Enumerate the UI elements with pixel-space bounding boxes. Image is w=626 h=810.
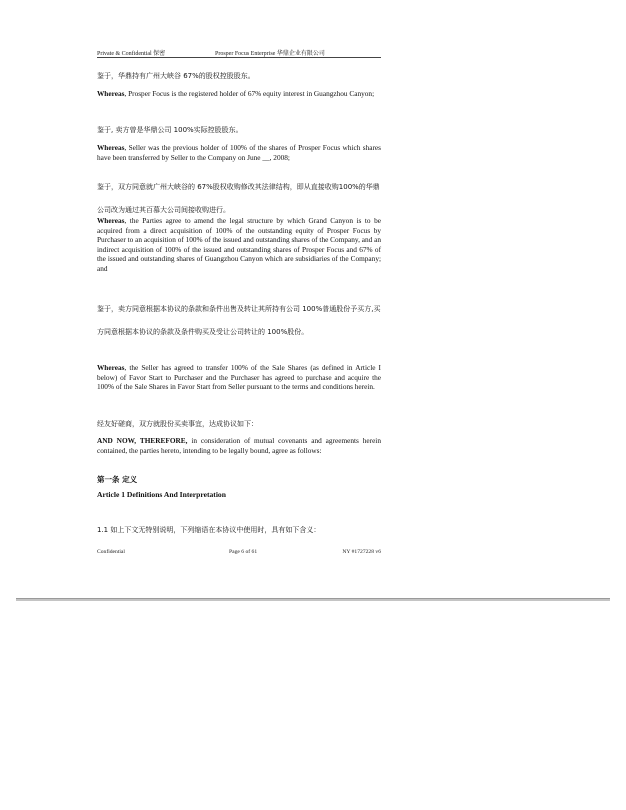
recital-3-en xyxy=(97,216,381,274)
page-bottom-divider xyxy=(16,598,610,601)
recital-1-zh: 鉴于，华鼎持有广州大峡谷 67%的股权控股股东。 xyxy=(97,72,255,80)
header-company: Prosper Focus Enterprise 华鼎企业有限公司 xyxy=(215,51,325,57)
article-1-heading-zh: 第一条 定义 xyxy=(97,475,138,484)
recital-4-lead: Whereas xyxy=(97,363,125,372)
recital-3-body: , the Parties agree to amend the legal structure by which Grand Canyon is to be acquired from a direct acquisition of 100% of the outstanding equity of Prosper Focus by Purchaser to an acquisition of 100% of the issued and outstanding shares of the Company, and an indirect acquisition of 100% of the issued and outstanding shares of Prosper Focus and 67% of the issued and outstanding shares of Guangzhou Canyon which are subsidiaries of the Company; and xyxy=(97,216,381,273)
recital-2-en xyxy=(97,143,381,162)
agreement-intro-lead: AND NOW, THEREFORE, xyxy=(97,436,188,445)
clause-1-1: 1.1 如上下文无特别说明，下列缩语在本协议中使用时，具有如下含义： xyxy=(97,526,321,534)
recital-3-lead: Whereas xyxy=(97,216,125,225)
agreement-intro-zh: 经友好磋商，双方就股份买卖事宜，达成协议如下： xyxy=(97,420,258,428)
agreement-intro-body: in consideration of mutual covenants and agreements herein contained, the parties hereto, intending to be legally bound, agree as follows: xyxy=(97,436,381,455)
agreement-intro-en xyxy=(97,436,381,455)
recital-2-lead: Whereas xyxy=(97,143,125,152)
recital-2-body: , Seller was the previous holder of 100% of the shares of Prosper Focus which shares have been transferred by Seller to the Company on June __, 2008; xyxy=(97,143,381,162)
recital-3-zh: 鉴于，双方同意就广州大峡谷的 67%股权收购修改其法律结构，即从直接收购100%的华鼎公司改为通过其百慕大公司间接收购进行。 xyxy=(97,183,380,214)
footer-page-number: Page 6 of 61 xyxy=(229,549,258,555)
footer-confidential: Confidential xyxy=(97,549,125,555)
article-1-heading-en: Article 1 Definitions And Interpretation xyxy=(97,490,226,499)
recital-4-zh: 鉴于，卖方同意根据本协议的条款和条件出售及转让其所持有公司 100%普通股份予买方,买方同意根据本协议的条款及条件购买及受让公司转让的 100%股份。 xyxy=(97,305,381,336)
recital-1-body: , Prosper Focus is the registered holder of 67% equity interest in Guangzhou Canyon; xyxy=(124,89,375,98)
recital-2-zh: 鉴于, 卖方曾是华鼎公司 100%实际控股股东。 xyxy=(97,126,243,134)
recital-1-en xyxy=(97,89,381,99)
header-confidential: Private & Confidential 保密 xyxy=(97,51,166,57)
recital-4-body: , the Seller has agreed to transfer 100% of the Sale Shares (as defined in Article I below) of Favor Start to Purchaser and the Purchaser has agreed to purchase and acquire the 100% of the Sale Shares in Favor Start from Seller pursuant to the terms and conditions herein. xyxy=(97,363,381,392)
footer-doc-id: NY #1727228 v6 xyxy=(342,549,381,555)
recital-1-lead: Whereas xyxy=(97,89,125,98)
header-rule xyxy=(97,57,381,58)
recital-4-en xyxy=(97,363,381,392)
